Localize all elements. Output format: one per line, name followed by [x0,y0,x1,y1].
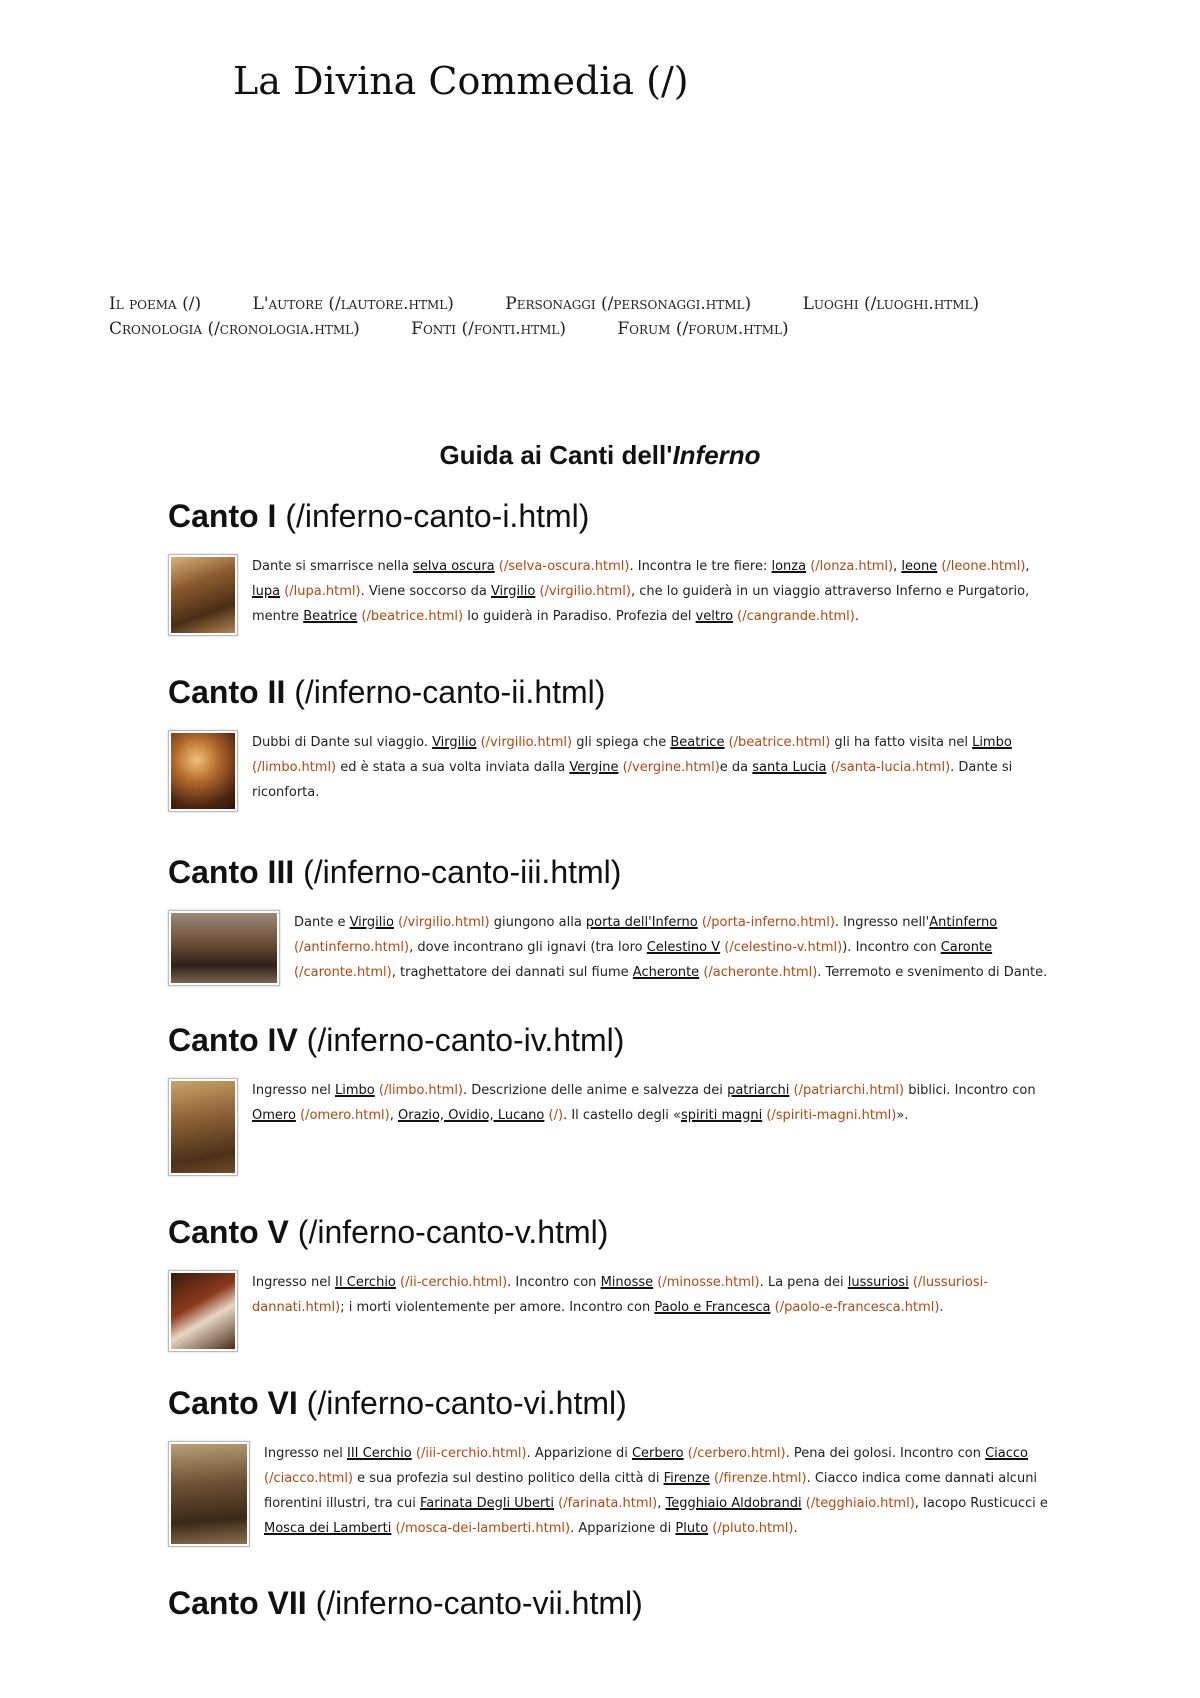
summary-link-url: (/virgilio.html) [480,735,573,750]
summary-link[interactable]: Paolo e Francesca [654,1300,771,1315]
summary-text: . Apparizione di [570,1521,676,1536]
summary-text: . Viene soccorso da [360,584,491,599]
summary-link[interactable]: Firenze [663,1471,710,1486]
summary-text: Dubbi di Dante sul viaggio. [252,735,433,750]
summary-text: , [657,1496,666,1511]
canto-body [168,1441,1048,1547]
summary-link[interactable]: lussuriosi [847,1275,909,1290]
canto-heading[interactable]: Canto II (/inferno-canto-ii.html) [168,674,606,710]
summary-link[interactable]: Celestino V [646,940,721,955]
canto-thumbnail[interactable] [168,1078,238,1176]
summary-text: . [854,609,859,624]
canto-section-ii [168,672,1048,812]
canto-body [168,730,1048,812]
summary-link[interactable]: Virgilio [349,915,394,930]
nav-item-il-poema[interactable]: Il poema (/) [109,294,202,314]
canto-section-v [168,1212,1048,1352]
summary-link-url: (/spiriti-magni.html) [766,1108,897,1123]
summary-link-url: (/vergine.html) [622,760,720,775]
painting-image [171,1273,235,1349]
summary-text: Dante e [294,915,350,930]
summary-link-url: (/minosse.html) [657,1275,760,1290]
summary-link[interactable]: Acheronte [632,965,700,980]
canto-summary [294,910,1048,985]
summary-text: ; i morti violentemente per amore. Incontro con [340,1300,655,1315]
canto-body [168,910,1048,986]
summary-link-url: (/beatrice.html) [728,735,831,750]
summary-text: , [1025,559,1030,574]
nav-item-luoghi[interactable]: Luoghi (/luoghi.html) [802,294,980,314]
summary-link-url: (/lupa.html) [284,584,361,599]
summary-link-url: (/iii-cerchio.html) [415,1446,527,1461]
summary-text: , [389,1108,398,1123]
summary-link-url: (/santa-lucia.html) [830,760,951,775]
canto-thumbnail[interactable] [168,910,280,986]
summary-link-url: (/ciacco.html) [264,1471,354,1486]
canto-section-iv [168,1020,1048,1176]
summary-link-url: (/caronte.html) [294,965,392,980]
canto-heading[interactable]: Canto VII (/inferno-canto-vii.html) [168,1585,643,1621]
summary-text: , Iacopo Rusticucci e [914,1496,1048,1511]
summary-text: , [893,559,902,574]
summary-text: . Incontro con [507,1275,601,1290]
summary-link[interactable]: Beatrice [303,609,358,624]
summary-link-url: (/lonza.html) [810,559,894,574]
summary-link-url: (/cangrande.html) [737,609,855,624]
summary-link[interactable]: Farinata Degli Uberti [419,1496,555,1511]
summary-link[interactable]: Mosca dei Lamberti [264,1521,392,1536]
canto-summary [264,1441,1048,1541]
site-title[interactable] [233,56,689,106]
summary-text: Ingresso nel [252,1275,335,1290]
canto-thumbnail[interactable] [168,554,238,636]
summary-link-url: (/farinata.html) [558,1496,658,1511]
summary-link[interactable]: Omero [252,1108,296,1123]
canto-heading[interactable]: Canto III (/inferno-canto-iii.html) [168,854,622,890]
nav-row-2 [109,317,1109,342]
summary-link[interactable]: santa Lucia [752,760,827,775]
summary-text: . Apparizione di [526,1446,632,1461]
summary-link-url: (/firenze.html) [713,1471,807,1486]
summary-link[interactable]: III Cerchio [347,1446,412,1461]
summary-link[interactable]: Minosse [600,1275,654,1290]
summary-link[interactable]: Tegghiaio Aldobrandi [665,1496,802,1511]
canto-body [168,554,1048,636]
canto-body [168,1270,1048,1352]
summary-text: e sua profezia sul destino politico della città di [353,1471,664,1486]
summary-link-url: (/lussuriosi-dannati.html) [252,1275,988,1315]
summary-link[interactable]: Limbo [972,735,1012,750]
canto-section-iii [168,852,1048,986]
canto-summary [252,730,1048,805]
summary-link[interactable]: Virgilio [490,584,536,599]
summary-link[interactable]: Cerbero [631,1446,684,1461]
summary-link-url: (/mosca-dei-lamberti.html) [395,1521,571,1536]
summary-link[interactable]: patriarchi [727,1083,790,1098]
nav-item-lautore[interactable]: L'autore (/lautore.html) [252,294,454,314]
site-title-path: (/) [646,59,689,103]
summary-text: . [793,1521,798,1536]
summary-link-url: (/selva-oscura.html) [498,559,630,574]
summary-text: . Ciacco indica come dannati alcuni fiorentini illustri, tra cui [264,1471,1038,1511]
summary-text: gli ha fatto visita nel [830,735,973,750]
summary-link-url: (/cerbero.html) [687,1446,786,1461]
summary-text: Ingresso nel [252,1083,335,1098]
summary-link-url: (/patriarchi.html) [793,1083,905,1098]
summary-link-url: (/limbo.html) [378,1083,464,1098]
summary-text: . Terremoto e svenimento di Dante. [817,965,1048,980]
summary-link[interactable]: Virgilio [432,735,477,750]
guide-title: Guida ai Canti dell'Inferno [439,440,761,470]
summary-text: giungono alla [489,915,586,930]
canto-body [168,1078,1048,1176]
summary-link[interactable]: veltro [695,609,734,624]
summary-text: lo guiderà in Paradiso. Profezia del [463,609,696,624]
summary-link[interactable]: leone [901,559,938,574]
summary-link[interactable]: Pluto [675,1521,709,1536]
summary-text: . Pena dei golosi. Incontro con [785,1446,986,1461]
summary-text: Ingresso nel [264,1446,347,1461]
summary-link-url: (/acheronte.html) [703,965,818,980]
summary-link[interactable]: Beatrice [670,735,725,750]
summary-text: . [939,1300,944,1315]
summary-link-url: (/porta-inferno.html) [701,915,835,930]
summary-text: ed è stata a sua volta inviata dalla [336,760,570,775]
summary-text: , dove incontrano gli ignavi (tra loro [409,940,647,955]
summary-text: , traghettatore dei dannati sul fiume [391,965,633,980]
summary-link[interactable]: Limbo [335,1083,375,1098]
summary-text: biblici. Incontro con [904,1083,1036,1098]
summary-link[interactable]: lupa [252,584,281,599]
summary-link[interactable]: Vergine [569,760,619,775]
canto-heading[interactable]: Canto I (/inferno-canto-i.html) [168,498,590,534]
summary-link[interactable]: II Cerchio [335,1275,396,1290]
summary-link[interactable]: selva oscura [413,559,495,574]
painting-image [171,557,235,633]
painting-image [171,913,277,983]
summary-link-url: (/pluto.html) [712,1521,794,1536]
summary-text: Dante si smarrisce nella [252,559,414,574]
main-nav [109,292,1109,342]
summary-link-url: (/) [548,1108,564,1123]
summary-link-url: (/paolo-e-francesca.html) [774,1300,940,1315]
summary-text: ). Incontro con [842,940,941,955]
canto-thumbnail[interactable] [168,730,238,812]
summary-link[interactable]: Antinferno [929,915,998,930]
summary-link[interactable]: Ciacco [985,1446,1029,1461]
nav-item-fonti[interactable]: Fonti (/fonti.html) [411,319,566,339]
summary-link-url: (/tegghiaio.html) [805,1496,915,1511]
canto-heading[interactable]: Canto VI (/inferno-canto-vi.html) [168,1385,627,1421]
summary-link-url: (/limbo.html) [252,760,337,775]
summary-link[interactable]: lonza [771,559,807,574]
nav-item-personaggi[interactable]: Personaggi (/personaggi.html) [505,294,752,314]
summary-text: . Dante si riconforta. [252,760,1013,800]
summary-link-url: (/celestino-v.html) [724,940,843,955]
summary-link[interactable]: Orazio, Ovidio, Lucano [398,1108,545,1123]
summary-link[interactable]: porta dell'Inferno [585,915,698,930]
site-title-text[interactable]: La Divina Commedia [233,59,635,103]
summary-text: . Incontra le tre fiere: [629,559,772,574]
canto-summary [252,1270,1048,1320]
summary-link-url: (/ii-cerchio.html) [400,1275,508,1290]
summary-text: gli spiega che [572,735,671,750]
canto-section-vii [168,1583,1048,1623]
canto-summary [252,1078,1048,1128]
canto-thumbnail[interactable] [168,1270,238,1352]
nav-row-1 [109,292,1109,317]
painting-image [171,1081,235,1173]
canto-section-i [168,496,1048,636]
summary-link-url: (/omero.html) [300,1108,390,1123]
summary-text: . Ingresso nell' [834,915,930,930]
nav-item-forum[interactable]: Forum (/forum.html) [617,319,789,339]
summary-link[interactable]: spiriti magni [681,1108,763,1123]
canto-summary [252,554,1048,629]
summary-link-url: (/antinferno.html) [294,940,410,955]
summary-text: . Descrizione delle anime e salvezza dei [463,1083,728,1098]
summary-link-url: (/leone.html) [941,559,1026,574]
summary-link-url: (/virgilio.html) [539,584,631,599]
summary-link-url: (/beatrice.html) [361,609,464,624]
summary-link-url: (/virgilio.html) [398,915,490,930]
summary-text: . Il castello degli « [563,1108,682,1123]
painting-image [171,733,235,809]
summary-text: e da [719,760,753,775]
nav-item-cronologia[interactable]: Cronologia (/cronologia.html) [109,319,360,339]
summary-text: , che lo guiderà in un viaggio attraverso Inferno e Purgatorio, mentre [252,584,1030,624]
canto-heading[interactable]: Canto IV (/inferno-canto-iv.html) [168,1022,625,1058]
painting-image [171,1444,247,1544]
summary-link[interactable]: Caronte [940,940,993,955]
canto-section-vi [168,1383,1048,1547]
canto-thumbnail[interactable] [168,1441,250,1547]
summary-text: ». [896,1108,909,1123]
summary-text: . La pena dei [759,1275,848,1290]
canto-heading[interactable]: Canto V (/inferno-canto-v.html) [168,1214,609,1250]
